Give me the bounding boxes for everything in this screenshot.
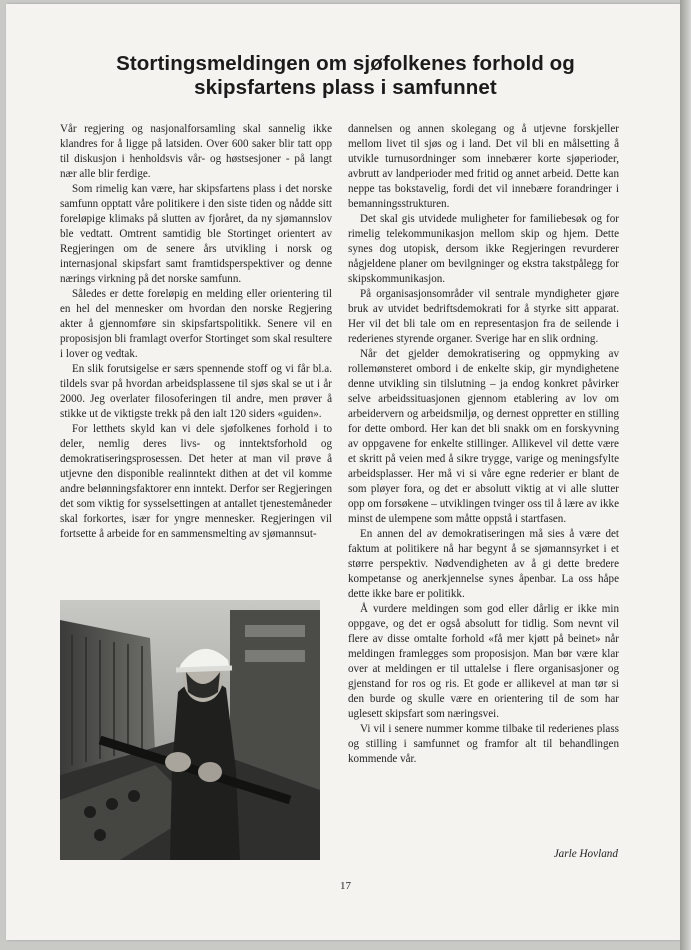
paragraph: En annen del av demokratiseringen må sies å være det faktum at politikere nå har begynt å se sjømannsyrket i et større perspektiv. Nødvendigheten av å gi dette bredere kompetanse og anerkjennelse synes åpenbar. La oss håpe dette ikke bare er politikk. [348, 528, 619, 600]
paragraph: For letthets skyld kan vi dele sjøfolkenes forhold i to deler, nemlig deres livs- og inntektsforhold og demokratiseringsprosessen. Det heter at man vil prøve å utjevne den disponible realinntekt dithen at det vil komme andre belønningsfaktorer enn inntekt. Derfor ser Regjeringen det som viktig for sysselsettingen at antallet tjenestemåneder skal forkortes, især for yngre mennesker. Regjeringen vil fortsette å arbeide for en sammensmelting av sjømannsut- [60, 423, 332, 540]
title-line-1: Stortingsmeldingen om sjøfolkenes forhold og [116, 52, 575, 75]
paragraph: Å vurdere meldingen som god eller dårlig er ikke min oppgave, og det er også absolutt for tidlig. Som nevnt vil flere av disse omtalte forhold «få mer kjøtt på beinet» når meldingen framlegges som proposisjon. Man bør være klar over at meldingen er til uttalelse i flere organisasjoner og gjenstand for ros og ris. Et gode er allikevel at man tør si den burde og skulle være en orientering til de som har uglesett skipsfart som næringsvei. [348, 603, 619, 720]
article-title [20, 52, 671, 100]
paragraph: Vi vil i senere nummer komme tilbake til rederienes plass og stilling i samfunnet og framfor alt til behandlingen kommende vår. [348, 723, 619, 765]
paragraph: dannelsen og annen skolegang og å utjevne forskjeller mellom livet til sjøs og i land. Det vil bli en målsetting å utvikle turnusordninger som innebærer korte sjøperioder, avbrutt av landperioder med fritid og annet arbeid. Dette kan neppe tas bokstavelig, fordi det vil innebære forandringer i bemanningsstrukturen. [348, 123, 619, 210]
paragraph: Således er dette foreløpig en melding eller orientering til en hel del mennesker om hvordan den norske Regjering akter å gjennomføre sin skipsfartspolitikk. Senere vil en proposisjon bli framlagt overfor Stortinget som skal resultere i lover og vedtak. [60, 288, 332, 360]
seaman-photo [60, 600, 320, 860]
paragraph: En slik forutsigelse er særs spennende stoff og vi får bl.a. tildels svar på hvordan arbeidsplassene til sjøs skal se ut i år 2000. Jeg overlater filosoferingen til andre, men prøver å stikke ut de viktigste trekk på den ialt 120 siders «guiden». [60, 363, 332, 420]
paragraph: Når det gjelder demokratisering og oppmyking av rollemønsteret ombord i de enkelte skip, gir myndighetene denne utvikling sin tilslutning – ja endog konkret påvirker selve arbeidssituasjonen gjennom etablering av lov om arbeidervern og arbeidsmiljø, og dernest oppretter en stilling for dette ombord. Her kan det bli snakk om en forskyvning av oppgavene for enkelte stillinger. Allikevel vil dette være et skritt på veien med å sikre trygge, varige og meningsfylte arbeidsplasser. Her må vi si våre egne rederier er blant de som pløyer fora, og det er absolutt viktig at vi alle slutter opp om forsøkene – utviklingen tvinger oss til å lære av ikke minst de ulempene som måtte oppstå i startfasen. [348, 348, 619, 525]
page-edge-shadow [680, 0, 691, 950]
page-number: 17 [340, 880, 351, 892]
paragraph: Det skal gis utvidede muligheter for familiebesøk og for rimelig telekommunikasjon mellom skip og hjem. Dette synes dog utopisk, dersom ikke Regjeringen revurderer någjeldene planer om bevilgninger og ekstra takstpålegg for skipskommunikasjon. [348, 213, 619, 285]
paragraph: På organisasjonsområder vil sentrale myndigheter gjøre bruk av utvidet bedriftsdemokrati for å styrke sitt apparat. Her vil det bli tale om en representasjon fra de seilende i rederienes styrende organer. Sverige har en slik ordning. [348, 288, 619, 345]
author-signature: Jarle Hovland [553, 848, 618, 860]
left-text-column [60, 122, 332, 542]
right-text-column [348, 122, 619, 767]
paragraph: Som rimelig kan være, har skipsfartens plass i det norske samfunn opptatt våre politikere i den siste tiden og nådde sitt foreløpige klimaks på slutten av fjoråret, da ny sjømannslov ble vedtatt. Omtrent samtidig ble Stortinget orientert av Regjeringen om de senere års utvikling i norsk og internasjonal skipsfart samt framtidsperspektiver og denne nærings virkning på det norske samfunn. [60, 183, 332, 285]
paragraph: Vår regjering og nasjonalforsamling skal sannelig ikke klandres for å ligge på latsiden. Over 600 saker blir tatt opp til diskusjon i henholdsvis vår- og høstsesjoner - på langt nær alle blir ferdige. [60, 123, 332, 180]
title-line-2: skipsfartens plass i samfunnet [194, 76, 497, 99]
